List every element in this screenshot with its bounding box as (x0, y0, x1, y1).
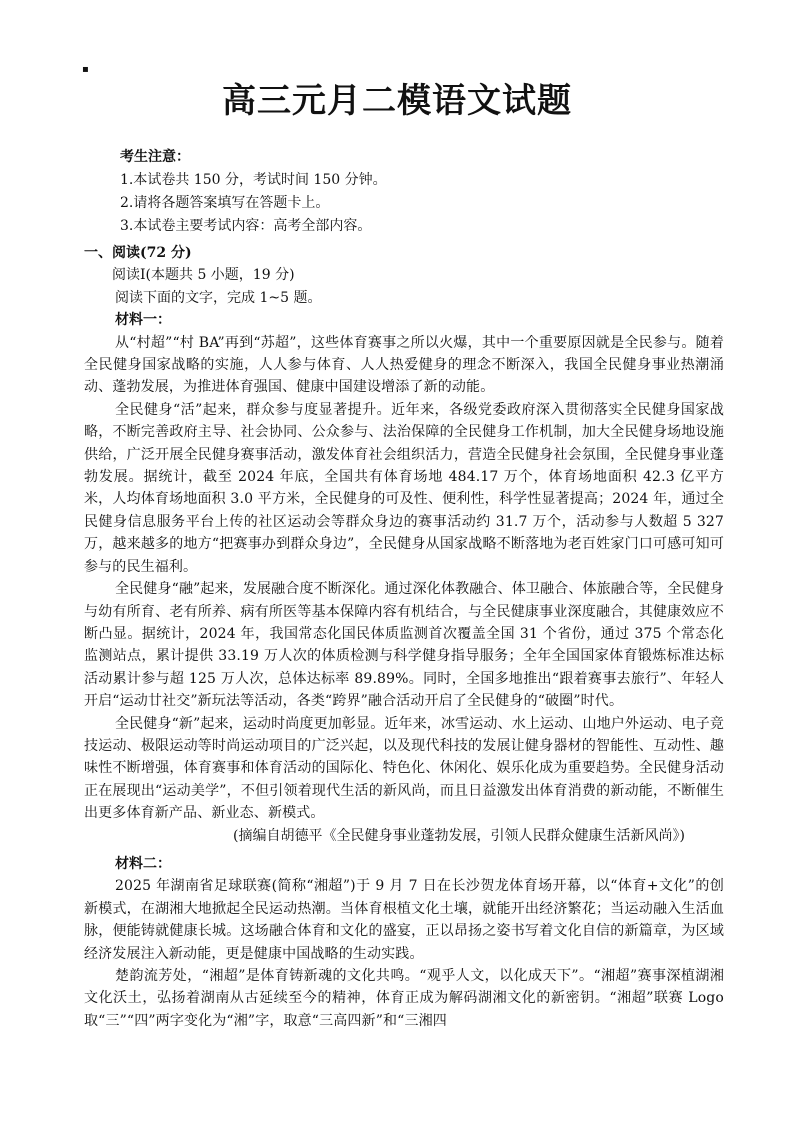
notice-item-3: 3.本试卷主要考试内容：高考全部内容。 (120, 218, 372, 234)
instruction: 阅读下面的文字，完成 1~5 题。 (115, 289, 322, 306)
material2-paragraph-2: 楚韵流芳处，“湘超”是体育铸新魂的文化共鸣。“观乎人文，以化成天下”。“湘超”赛事深植湖湘文化沃土，弘扬着湖南从古延续至今的精神，体育正成为解码湖湘文化的新密钥。“湘超”联赛 Logo 取“三”“四”两字变化为“湘”字，取意“三高四新”和“三湘四 (84, 968, 724, 1029)
section-heading: 一、阅读(72 分) (84, 245, 192, 261)
material1-label: 材料一： (115, 312, 171, 329)
sub-heading: 阅读Ⅰ(本题共 5 小题，19 分) (112, 267, 295, 284)
material1-paragraph-3: 全民健身“融”起来，发展融合度不断深化。通过深化体教融合、体卫融合、体旅融合等，全民健身与幼有所育、老有所养、病有所医等基本保障内容有机结合，与全民健康事业深度融合，其健康效应不断凸显。据统计，2024 年，我国常态化国民体质监测首次覆盖全国 31 个省份，通过 375 个常态化监测站点，累计提供 33.19 万人次的体质检测与科学健身指导服务；全年全国国家体育锻炼标准达标活动累计参与超 125 万人次，总体达标率 89.89%。同时，全国多地推出“跟着赛事去旅行”、年轻人开启“运动廿社交”新玩法等活动，各类“跨界”融合活动开启了全民健身的“破圈”时代。 (84, 581, 724, 710)
material2-paragraph-1: 2025 年湖南省足球联赛(简称“湘超”)于 9 月 7 日在长沙贺龙体育场开幕，以“体育+文化”的创新模式，在湖湘大地掀起全民运动热潮。当体育根植文化土壤，就能开出经济繁花；当运动融入生活血脉，便能铸就健康长城。这场融合体育和文化的盛宴，正以昂扬之姿书写着文化自信的新篇章，为区域经济发展注入新动能，更是健康中国战略的生动实践。 (84, 878, 724, 962)
material2-label: 材料二： (115, 855, 171, 872)
material1-paragraph-1: 从“村超”“村 BA”再到“苏超”，这些体育赛事之所以火爆，其中一个重要原因就是全民参与。随着全民健身国家战略的实施，人人参与体育、人人热爱健身的理念不断深入，我国全民健身事业热潮涌动、蓬勃发展，为推进体育强国、健康中国建设增添了新的动能。 (84, 334, 724, 396)
corner-dot: ▪ (82, 64, 89, 75)
material1-paragraph-2: 全民健身“活”起来，群众参与度显著提升。近年来，各级党委政府深入贯彻落实全民健身国家战略，不断完善政府主导、社会协同、公众参与、法治保障的全民健身工作机制，加大全民健身场地设施供给，广泛开展全民健身赛事活动，激发体育社会组织活力，营造全民健身社会氛围，全民健身事业蓬勃发展。据统计，截至 2024 年底，全国共有体育场地 484.17 万个，体育场地面积 42.3 亿平方米，人均体育场地面积 3.0 平方米，全民健身的可及性、便利性，科学性显著提高；2024 年，通过全民健身信息服务平台上传的社区运动会等群众身边的赛事活动约 31.7 万个，活动参与人数超 5 327 万，越来越多的地方“把赛事办到群众身边”，全民健身从国家战略不断落地为老百姓家门口可感可知可参与的民生福利。 (84, 401, 724, 575)
material1-source: (摘编自胡德平《全民健身事业蓬勃发展，引领人民群众健康生活新风尚》) (233, 827, 685, 844)
reading-section (84, 242, 724, 1032)
notice-item-1: 1.本试卷共 150 分，考试时间 150 分钟。 (120, 172, 387, 188)
notice-block (120, 146, 720, 238)
notice-heading: 考生注意： (120, 149, 190, 165)
page-title: 高三元月二模语文试题 (222, 81, 572, 121)
notice-item-2: 2.请将各题答案填写在答题卡上。 (120, 195, 330, 211)
material1-paragraph-4: 全民健身“新”起来，运动时尚度更加彰显。近年来，冰雪运动、水上运动、山地户外运动、电子竞技运动、极限运动等时尚运动项目的广泛兴起，以及现代科技的发展让健身器材的智能性、互动性、趣味性不断增强，体育赛事和体育活动的国际化、特色化、休闲化、娱乐化成为重要趋势。全民健身活动正在展现出“运动美学”，不但引领着现代生活的新风尚，而且日益激发出体育消费的新动能，不断催生出更多体育新产品、新业态、新模式。 (84, 715, 724, 822)
